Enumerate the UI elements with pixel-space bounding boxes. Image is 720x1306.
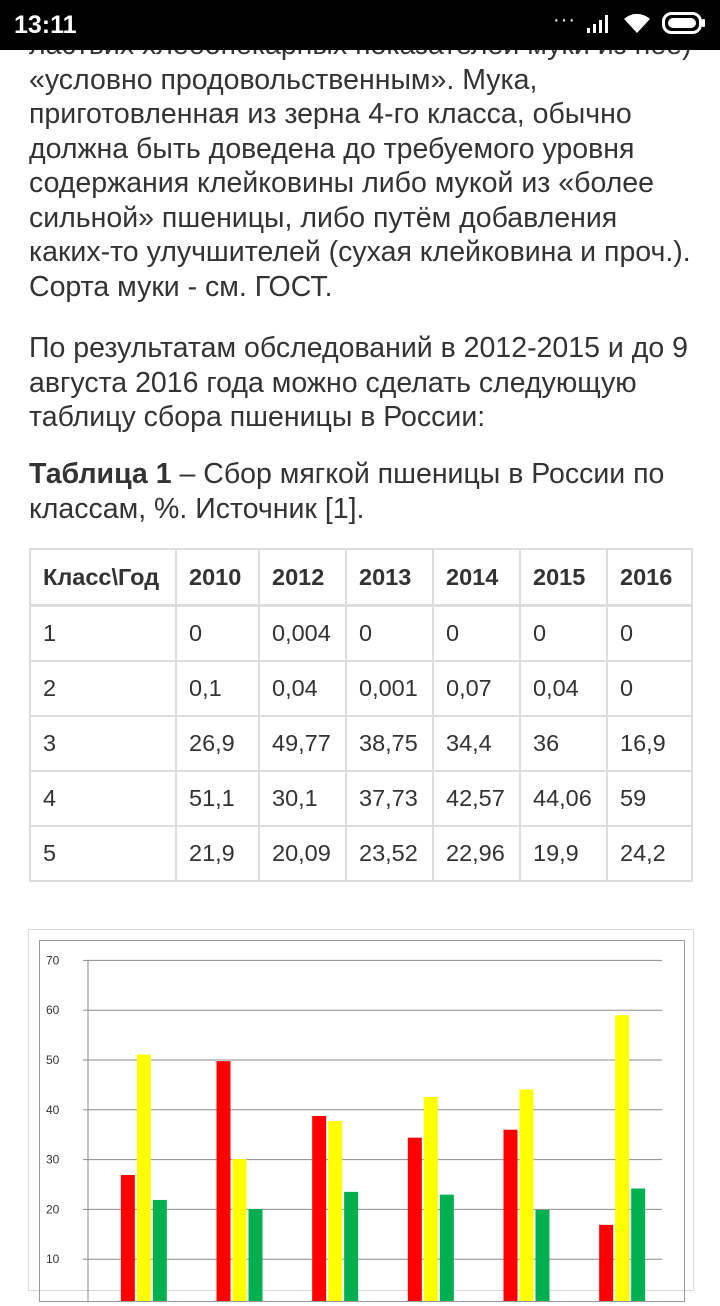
text-line: августа 2016 года можно сделать следующую (29, 366, 637, 399)
status-bar (0, 0, 720, 50)
chart-bar (249, 1209, 263, 1301)
table-cell: 0 (346, 606, 433, 662)
table-row (30, 661, 692, 716)
table-caption-label: Таблица 1 (29, 458, 172, 490)
chart-image (28, 929, 694, 1291)
chart-bar (408, 1138, 422, 1301)
table-cell: 21,9 (176, 826, 259, 881)
table-cell: 0,07 (433, 661, 520, 716)
table-cell: 30,1 (259, 771, 346, 826)
y-tick-label: 70 (46, 953, 60, 968)
text-line: должна быть доведена до требуемого уровня (29, 132, 635, 165)
text-line: каких-то улучшителей (сухая клейковина и проч.). (29, 236, 691, 268)
chart-bar (137, 1055, 151, 1301)
signal-icon (586, 12, 612, 34)
table-cell: 0 (607, 606, 692, 662)
table-header-cell: 2013 (346, 549, 433, 606)
y-tick-label: 40 (46, 1102, 60, 1117)
chart-bar (312, 1116, 326, 1301)
table-header-cell: 2010 (176, 549, 259, 606)
table-header-cell: 2016 (607, 549, 692, 606)
text-line: «условно продовольственным». Мука, (29, 63, 538, 96)
wheat-class-table (29, 548, 693, 882)
status-icons (553, 8, 706, 35)
table-cell: 16,9 (607, 716, 692, 771)
table-cell: 37,73 (346, 771, 433, 826)
y-tick-label: 30 (46, 1152, 60, 1167)
table-cell: 0 (607, 661, 692, 716)
chart-bar (424, 1097, 438, 1301)
chart-bar (121, 1175, 135, 1301)
table-cell: 0 (520, 606, 607, 662)
table-cell: 44,06 (520, 771, 607, 826)
table-header-cell: 2012 (259, 549, 346, 606)
article-paragraph-flour-classes (29, 28, 694, 304)
chart-bar (536, 1210, 550, 1301)
table-row (30, 716, 692, 771)
table-row (30, 771, 692, 826)
chart-bar (615, 1015, 629, 1301)
table-cell: 0,1 (176, 661, 259, 716)
status-time: 13:11 (14, 11, 77, 39)
y-tick-label: 20 (46, 1202, 60, 1217)
table-cell: 59 (607, 771, 692, 826)
chart-bar (217, 1061, 231, 1301)
text-line: содержания клейковины либо мукой из «более (29, 167, 654, 199)
table-cell: 20,09 (259, 826, 346, 881)
table-cell: 0 (176, 606, 259, 662)
table-cell: 5 (30, 826, 176, 881)
chart-bar (440, 1195, 454, 1301)
chart-bar (153, 1200, 167, 1301)
table-header-cell: 2014 (433, 549, 520, 606)
table-cell: 38,75 (346, 716, 433, 771)
table-cell: 2 (30, 661, 176, 716)
table-cell: 0,001 (346, 661, 433, 716)
battery-icon (662, 11, 706, 35)
table-cell: 24,2 (607, 826, 692, 881)
table-cell: 4 (30, 771, 176, 826)
table-caption (29, 457, 694, 526)
table-cell: 0,04 (520, 661, 607, 716)
text-line: Сорта муки - см. ГОСТ. (29, 270, 333, 303)
table-cell: 23,52 (346, 826, 433, 881)
more-notifications-icon: ··· (553, 8, 576, 31)
table-header-row (30, 549, 692, 606)
table-cell: 36 (520, 716, 607, 771)
table-cell: 3 (30, 716, 176, 771)
table-header-cell: 2015 (520, 549, 607, 606)
article-paragraph-survey (29, 331, 694, 435)
chart-bar (599, 1225, 613, 1301)
table-cell: 26,9 (176, 716, 259, 771)
table-cell: 19,9 (520, 826, 607, 881)
table-caption-text: – Сбор мягкой пшеницы в России по (171, 458, 665, 490)
text-line: таблицу сбора пшеницы в России: (29, 401, 486, 433)
wifi-icon (622, 11, 652, 35)
table-cell: 49,77 (259, 716, 346, 771)
text-line: сильной» пшеницы, либо путём добавления (29, 201, 618, 234)
chart-bar (504, 1130, 518, 1301)
chart-frame (39, 940, 685, 1302)
table-cell: 0,04 (259, 661, 346, 716)
table-caption-text: классам, %. Источник [1]. (29, 492, 365, 525)
text-line: приготовленная из зерна 4-го класса, обычно (29, 98, 632, 130)
bar-chart (40, 941, 684, 1301)
text-line: По результатам обследований в 2012-2015 и до 9 (29, 332, 688, 364)
table-header-cell: Класс\Год (30, 549, 176, 606)
table-row (30, 826, 692, 881)
chart-bar (520, 1090, 534, 1301)
table-cell: 42,57 (433, 771, 520, 826)
table-cell: 1 (30, 606, 176, 662)
table-cell: 0 (433, 606, 520, 662)
table-row (30, 606, 692, 662)
table-cell: 51,1 (176, 771, 259, 826)
chart-bar (344, 1192, 358, 1301)
chart-bar (328, 1121, 342, 1301)
y-tick-label: 50 (46, 1053, 60, 1067)
y-tick-label: 10 (46, 1252, 60, 1267)
chart-bar (631, 1188, 645, 1301)
table-cell: 22,96 (433, 826, 520, 881)
table-cell: 34,4 (433, 716, 520, 771)
y-tick-label: 60 (46, 1003, 60, 1018)
table-cell: 0,004 (259, 606, 346, 662)
